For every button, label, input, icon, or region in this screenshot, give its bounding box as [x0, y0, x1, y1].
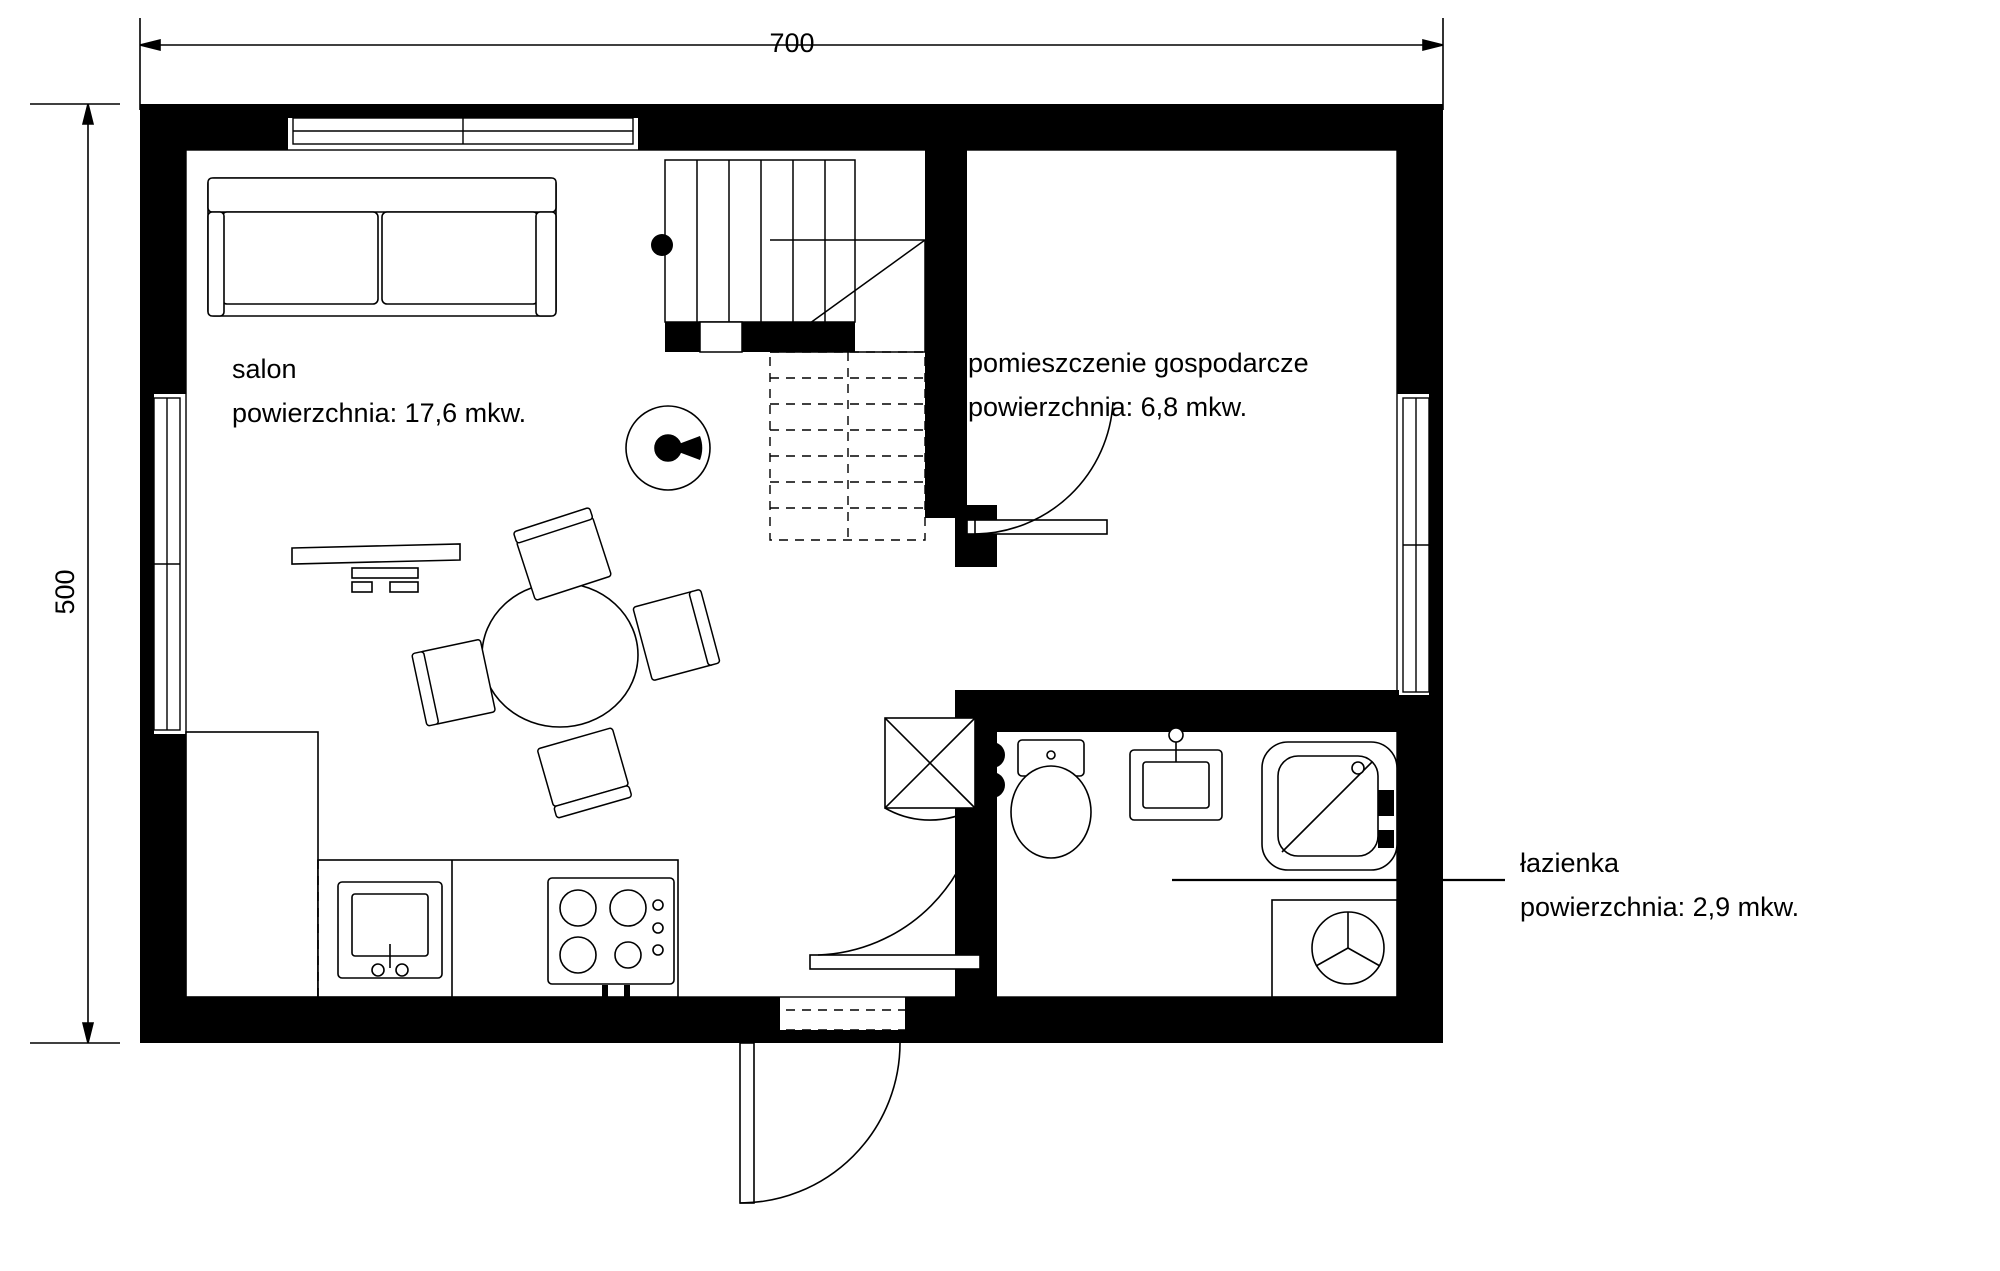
room-label-bathroom: łazienka	[1520, 848, 1620, 878]
window-left	[154, 398, 180, 730]
window-right	[1403, 398, 1429, 692]
shower-icon	[885, 718, 975, 820]
round-dining-table-icon	[482, 583, 638, 727]
sofa-icon	[208, 178, 556, 316]
round-table-small-icon	[626, 406, 710, 490]
dimension-top-label: 700	[769, 28, 815, 58]
washbasin-icon	[1130, 728, 1222, 820]
stair-upper-run-dashed	[770, 352, 925, 540]
sideboard-icon	[292, 544, 460, 592]
room-label-utility: pomieszczenie gospodarcze	[968, 348, 1309, 378]
room-area-bathroom: powierzchnia: 2,9 mkw.	[1520, 892, 1800, 922]
dimension-left-label: 500	[50, 569, 80, 615]
window-top	[293, 118, 633, 144]
staircase-icon	[651, 160, 925, 352]
bathroom-door	[810, 792, 980, 969]
washing-machine-icon	[1272, 900, 1397, 997]
room-label-salon: salon	[232, 354, 297, 384]
room-area-salon: powierzchnia: 17,6 mkw.	[232, 398, 527, 428]
room-area-utility: powierzchnia: 6,8 mkw.	[968, 392, 1248, 422]
sink-icon	[338, 882, 442, 978]
bathtub-icon	[1262, 742, 1397, 870]
